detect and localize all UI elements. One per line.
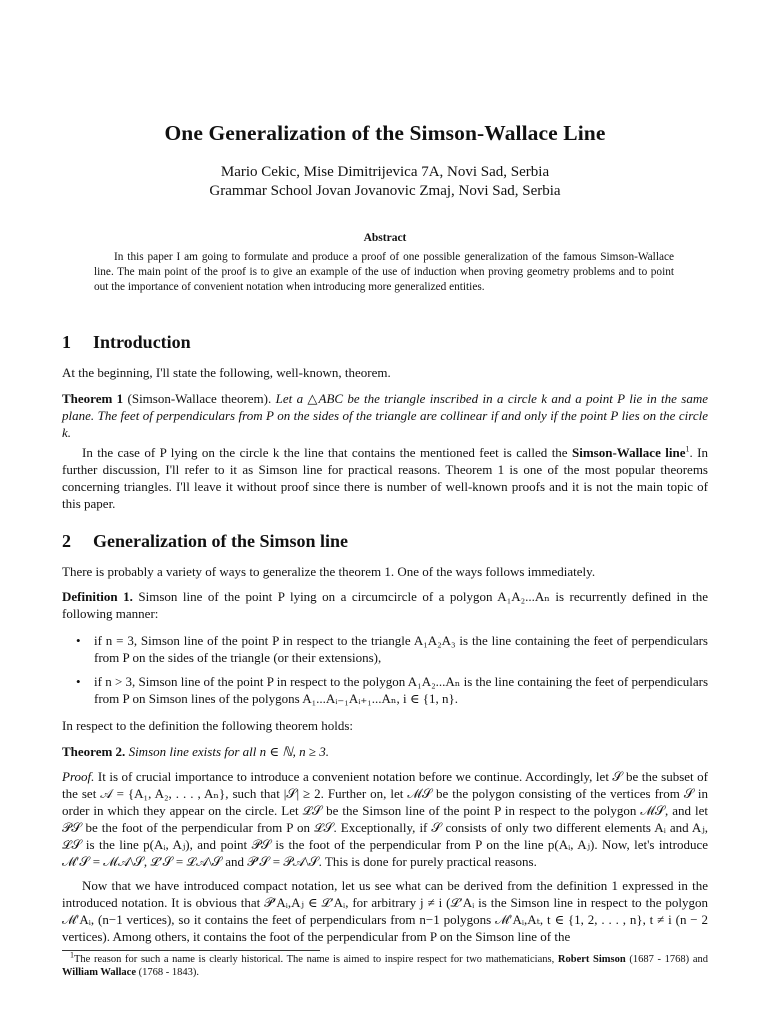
- section-title: Generalization of the Simson line: [93, 531, 348, 551]
- footnote-text: The reason for such a name is clearly historical. The name is aimed to inspire respect for two mathematicians,: [74, 954, 558, 965]
- footnote: [62, 950, 708, 979]
- paragraph-text-cont: . In further discussion, I'll refer to it as Simson line for practical reasons. Theorem 1 is one of the most popular theorems concerning triangles. I'll leave it without proof since there is number of well-known proofs and it is not the main topic of this paper.: [62, 445, 708, 511]
- notation-paragraph: Now that we have introduced compact notation, let us see what can be derived from the definition 1 expressed in the introduced notation. It is obvious that 𝒫′Aᵢ,Aⱼ ∈ ℒ′Aᵢ, for arbitrary j ≠ i (ℒ′Aᵢ is the Simson line in respect to the polygon ℳ′Aᵢ, (n−1 vertices), so it contains the feet of perpendiculars from n−1 polygons ℳ′Aᵢ,Aₜ, t ∈ {1, 2, . . . , n}, t ≠ i (n − 2 vertices). Among others, it contains the foot of the perpendicular from P on the Simson line of the: [62, 878, 708, 944]
- theorem-2: [62, 743, 708, 760]
- proof-label: Proof.: [62, 769, 95, 784]
- theorem-1: [62, 390, 708, 441]
- paper-title: One Generalization of the Simson-Wallace Line: [164, 121, 606, 145]
- theorem-1-label: Theorem 1: [62, 391, 124, 406]
- definition-1: [62, 588, 708, 622]
- bullet-text: if n > 3, Simson line of the point P in respect to the polygon A₁A₂...Aₙ is the line containing the feet of perpendiculars from P on Simson lines of the polygons A₁...Aᵢ₋₁Aᵢ₊₁...Aₙ, i ∈ {1, n}.: [94, 674, 709, 706]
- definition-1-label: Definition 1.: [62, 589, 133, 604]
- paragraph-text: In the case of P lying on the circle k the line that contains the mentioned feet is called the: [82, 445, 572, 460]
- section-heading-introduction: [62, 332, 191, 353]
- bullet-text: if n = 3, Simson line of the point P in respect to the triangle A₁A₂A₃ is the line containing the feet of perpendiculars from P on the sides of the triangle (or their extensions),: [94, 633, 708, 665]
- bullet-icon: •: [76, 674, 81, 689]
- footnote-name-simson: Robert Simson: [557, 954, 626, 965]
- abstract-heading: Abstract: [363, 232, 407, 244]
- section-2-intro: There is probably a variety of ways to generalize the theorem 1. One of the ways follows immediately.: [62, 564, 596, 579]
- proof-paragraph: [62, 768, 708, 870]
- footnote-mark: 1: [70, 950, 74, 960]
- footnote-divider: [62, 950, 320, 951]
- simson-line-paragraph: [62, 444, 708, 512]
- theorem-2-statement: Simson line exists for all n ∈ ℕ, n ≥ 3.: [128, 744, 330, 759]
- section-number: 2: [62, 531, 71, 551]
- footnote-text-end: (1768 - 1843).: [136, 967, 199, 978]
- section-number: 1: [62, 332, 71, 352]
- simson-wallace-term: Simson-Wallace line: [572, 445, 686, 460]
- bullet-icon: •: [76, 633, 81, 648]
- after-definition: In respect to the definition the following theorem holds:: [62, 718, 353, 733]
- author-line-2: Grammar School Jovan Jovanovic Zmaj, Novi Sad, Serbia: [209, 183, 561, 199]
- section-heading-generalization: [62, 531, 348, 552]
- section-title: Introduction: [93, 332, 191, 352]
- author-line-1: Mario Cekic, Mise Dimitrijevica 7A, Novi Sad, Serbia: [220, 164, 550, 180]
- footnote-name-wallace: William Wallace: [62, 967, 136, 978]
- footnote-marker: 1: [685, 444, 690, 454]
- footnote-text-cont: (1687 - 1768) and: [625, 954, 708, 965]
- abstract-text: In this paper I am going to formulate and produce a proof of one possible generalization of the famous Simson-Wallace line. The main point of the proof is to give an example of the use of induction when proving geometry problems and to point out the importance of convenient notation when introducing more generalized entities.: [94, 251, 674, 293]
- definition-1-text: Simson line of the point P lying on a circumcircle of a polygon A₁A₂...Aₙ is recurrently defined in the following manner:: [62, 589, 709, 621]
- intro-paragraph: At the beginning, I'll state the following, well-known, theorem.: [62, 365, 391, 380]
- theorem-1-name: (Simson-Wallace theorem).: [127, 391, 272, 406]
- proof-text: It is of crucial importance to introduce a convenient notation before we continue. Accordingly, let 𝒮 be the subset of the set 𝒜 = {A₁, A₂, . . . , Aₙ}, such that |𝒮| ≥ 2. Further on, let ℳ𝒮 be the polygon consisting of the vertices from 𝒮 in order in which they appear on the circle. Let ℒ𝒮 be the Simson line of the point P in respect to the polygon ℳ𝒮, and let 𝒫𝒮 be the foot of the perpendicular from P on ℒ𝒮. Exceptionally, if 𝒮 consists of only two different elements Aᵢ and Aⱼ, ℒ𝒮 is the line p(Aᵢ, Aⱼ), and point 𝒫𝒮 is the foot of the perpendicular from P on the line p(Aᵢ, Aⱼ). Now, let's introduce ℳ′𝒮 = ℳ𝒜\𝒮, ℒ′𝒮 = ℒ𝒜\𝒮 and 𝒫′𝒮 = 𝒫𝒜\𝒮. This is done for purely practical reasons.: [62, 769, 709, 869]
- theorem-2-label: Theorem 2.: [62, 744, 126, 759]
- theorem-1-statement: Let a △ABC be the triangle inscribed in a circle k and a point P lie in the same plane. The feet of perpendiculars from P on the sides of the triangle are collinear if and only if the point P lies on the circle k.: [62, 391, 708, 440]
